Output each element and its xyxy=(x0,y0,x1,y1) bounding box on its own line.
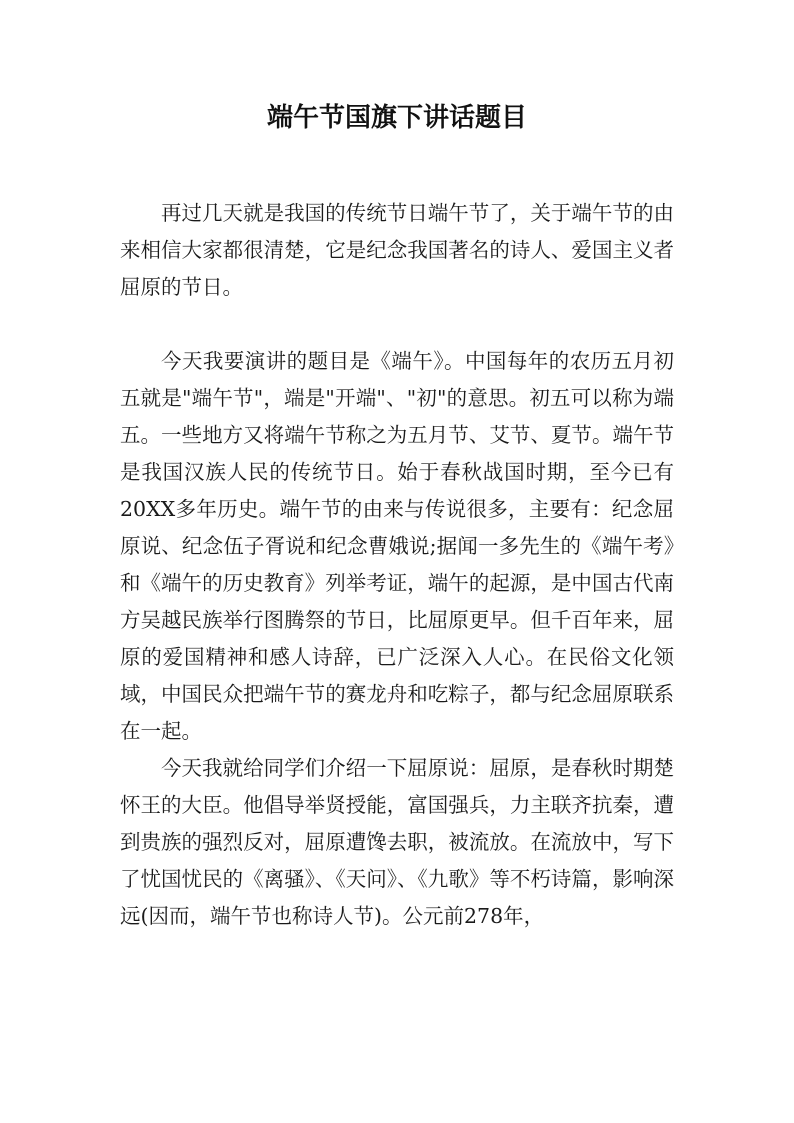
paragraph-quyuan: 今天我就给同学们介绍一下屈原说：屈原，是春秋时期楚怀王的大臣。他倡导举贤授能，富国强兵，力主联齐抗秦，遭到贵族的强烈反对，屈原遭馋去职，被流放。在流放中，写下了忧国忧民的《离骚》、《天问》、《九歌》等不朽诗篇，影响深远(因而，端午节也称诗人节)。公元前278年， xyxy=(120,756,674,928)
paragraph-intro: 再过几天就是我国的传统节日端午节了，关于端午节的由来相信大家都很清楚，它是纪念我国著名的诗人、爱国主义者屈原的节日。 xyxy=(120,201,674,299)
document-title: 端午节国旗下讲话题目 xyxy=(266,103,527,133)
document-body xyxy=(120,195,674,935)
paragraph-spacer xyxy=(120,306,674,343)
paragraph-topic: 今天我要演讲的题目是《端午》。中国每年的农历五月初五就是"端午节"，端是"开端"、"初"的意思。初五可以称为端五。一些地方又将端午节称之为五月节、艾节、夏节。端午节是我国汉族人民的传统节日。始于春秋战国时期，至今已有20XX多年历史。端午节的由来与传说很多，主要有：纪念屈原说、纪念伍子胥说和纪念曹娥说;据闻一多先生的《端午考》和《端午的历史教育》列举考证，端午的起源，是中国古代南方吴越民族举行图腾祭的节日，比屈原更早。但千百年来，屈原的爱国精神和感人诗辞，已广泛深入人心。在民俗文化领域，中国民众把端午节的赛龙舟和吃粽子，都与纪念屈原联系在一起。 xyxy=(120,349,674,743)
